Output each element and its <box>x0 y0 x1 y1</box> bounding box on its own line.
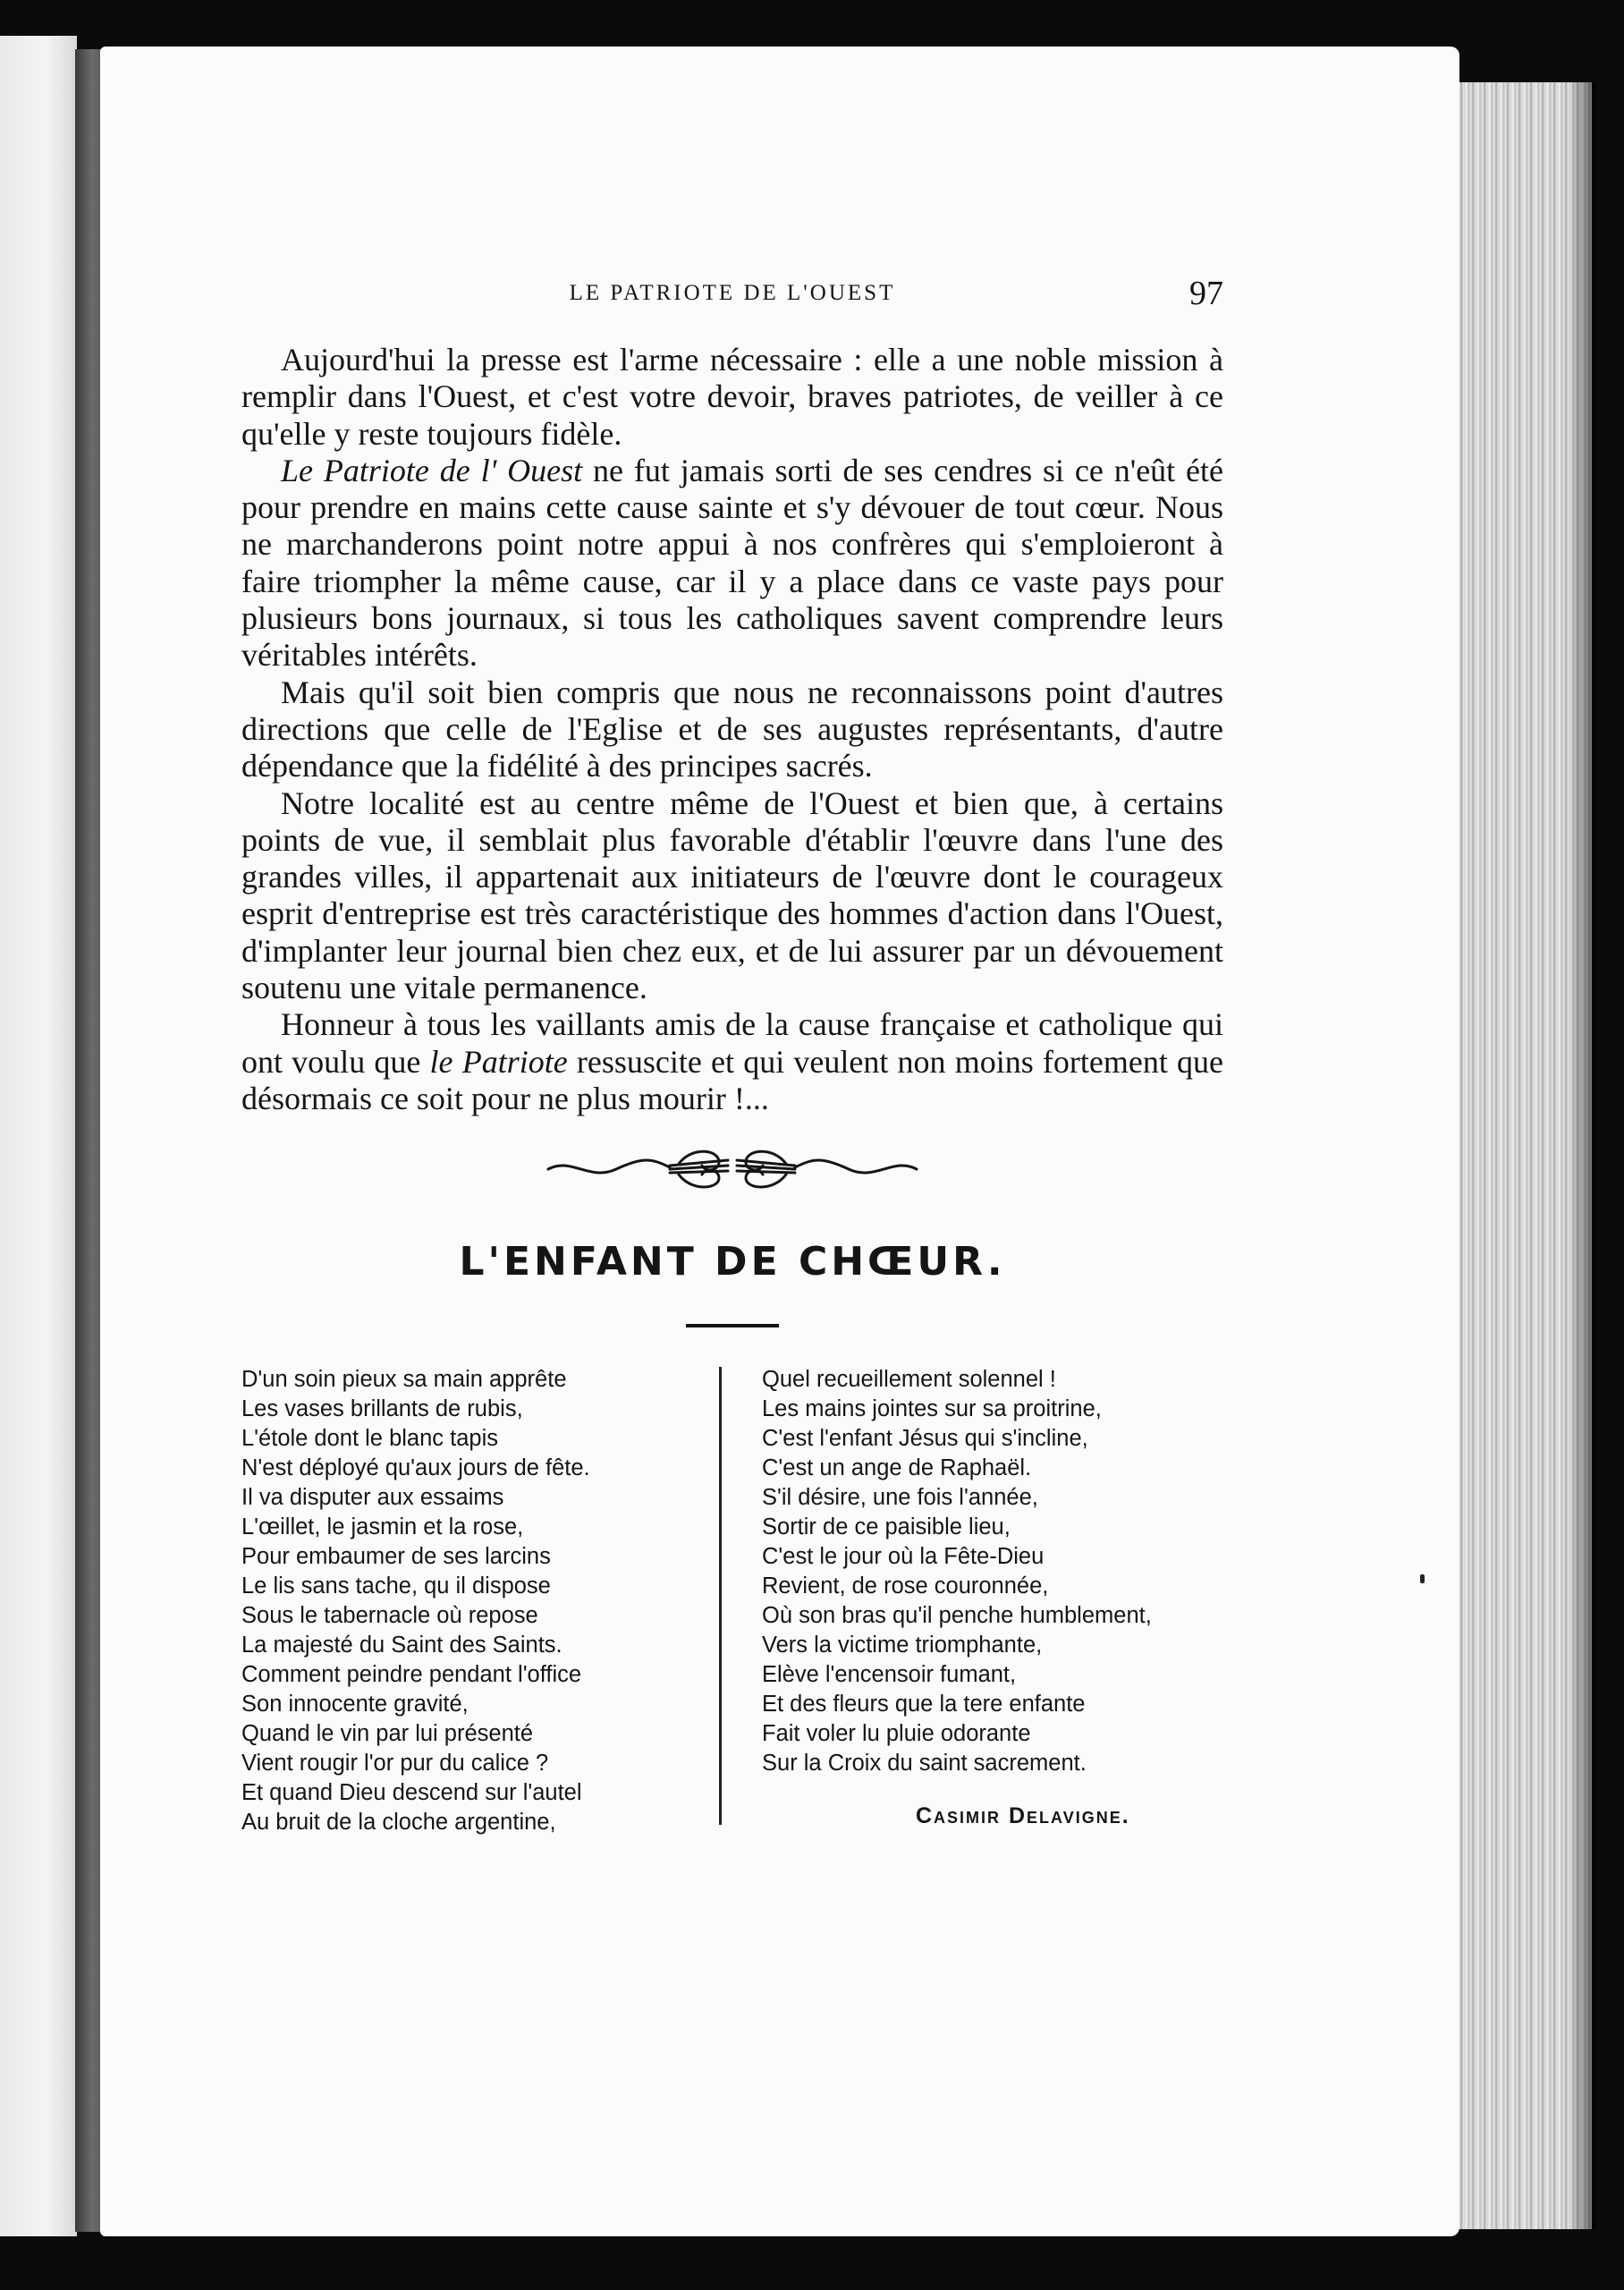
poem-column-right <box>762 1365 1245 1831</box>
article-paragraph <box>241 453 1223 674</box>
poem-line: Il va disputer aux essaims <box>241 1485 504 1511</box>
poem-line: Le lis sans tache, qu il dispose <box>241 1573 551 1599</box>
article-paragraph <box>241 785 1223 1007</box>
column-divider <box>719 1367 722 1825</box>
poem-line: Vers la victime triomphante, <box>762 1633 1043 1658</box>
paragraph-text: Honneur à tous les vaillants amis de la cause française et catholique qui ont voulu que <box>241 1006 1223 1080</box>
paragraph-text: ressuscite et qui veulent non moins fortement que désormais ce soit pour ne plus mourir !... <box>241 1043 1224 1116</box>
article-paragraph <box>241 342 1223 453</box>
poem-line: Pour embaumer de ses larcins <box>241 1544 551 1570</box>
poem-column-left <box>241 1365 706 1837</box>
paragraph-text: Notre localité est au centre même de l'Ouest et bien que, à certains points de vue, il semblait plus favorable d'établir l'œuvre dans l'une des grandes villes, il appartenait aux initiateurs de l'œuvre dont le courageux esprit d'entreprise est très caractéristique des hommes d'action dans l'Ouest, d'implanter leur journal bien chez eux, et de lui assurer par un dévouement soutenu une vitale permanence. <box>241 785 1223 1006</box>
poem-line: Quel recueillement solennel ! <box>762 1367 1056 1393</box>
ink-speck <box>1420 1574 1425 1583</box>
paragraph-text: ne fut jamais sorti de ses cendres si ce n'eût été pour prendre en mains cette cause sainte et s'y dévouer de tout cœur. Nous ne marchanderons point notre appui à nos confrères qui s'emploieront à faire triompher la même cause, car il y a place dans ce vaste pays pour plusieurs bons journaux, si tous les catholiques savent comprendre leurs véritables intérêts. <box>241 452 1224 674</box>
poem-right-lines <box>762 1365 1245 1778</box>
poem-line: La majesté du Saint des Saints. <box>241 1633 562 1658</box>
poem-line: Sur la Croix du saint sacrement. <box>762 1751 1087 1777</box>
poem-line: Et quand Dieu descend sur l'autel <box>241 1780 582 1806</box>
poem-line: Et des fleurs que la tere enfante <box>762 1692 1086 1718</box>
poem-line: Quand le vin par lui présenté <box>241 1721 534 1747</box>
italic-title: le Patriote <box>429 1043 568 1080</box>
poem-line: Sortir de ce paisible lieu, <box>762 1514 1011 1540</box>
poem-line: L'étole dont le blanc tapis <box>241 1426 498 1452</box>
poem-line: Comment peindre pendant l'office <box>241 1662 582 1688</box>
poem-title: L'ENFANT DE CHŒUR. <box>459 1239 1006 1285</box>
poem-line: C'est un ange de Raphaël. <box>762 1455 1032 1481</box>
poem-line: Au bruit de la cloche argentine, <box>241 1810 556 1836</box>
poem-line: Son innocente gravité, <box>241 1692 469 1718</box>
title-rule <box>686 1324 779 1327</box>
poem-line: Sous le tabernacle où repose <box>241 1603 538 1629</box>
poem-line: Revient, de rose couronnée, <box>762 1573 1049 1599</box>
poem-line: Vient rougir l'or pur du calice ? <box>241 1751 549 1777</box>
poem-line: Où son bras qu'il penche humblement, <box>762 1603 1152 1629</box>
page-stack-shadow <box>1569 82 1596 2229</box>
poem-line: Les vases brillants de rubis, <box>241 1396 523 1422</box>
page-number: 97 <box>1189 275 1223 312</box>
poem-line: S'il désire, une fois l'année, <box>762 1485 1038 1511</box>
running-title: LE PATRIOTE DE L'OUEST <box>569 281 896 305</box>
poem-line: L'œillet, le jasmin et la rose, <box>241 1514 524 1540</box>
article-body <box>241 342 1223 1117</box>
italic-title: Le Patriote de l' Ouest <box>281 452 583 488</box>
poem-line: D'un soin pieux sa main apprête <box>241 1367 567 1393</box>
facing-page-edge <box>0 36 77 2236</box>
poem-signature: Casimir Delavigne. <box>916 1803 1130 1829</box>
poem <box>241 1365 1223 1848</box>
scroll-divider-icon <box>545 1137 920 1200</box>
paragraph-text: Mais qu'il soit bien compris que nous ne reconnaissons point d'autres directions que celle de l'Eglise et de ses augustes représentants, d'autre dépendance que la fidélité à des principes sacrés. <box>241 674 1223 785</box>
poem-line: Les mains jointes sur sa proitrine, <box>762 1396 1102 1422</box>
article-paragraph <box>241 1006 1223 1117</box>
poem-line: C'est le jour où la Fête-Dieu <box>762 1544 1045 1570</box>
poem-line: Elève l'encensoir fumant, <box>762 1662 1017 1688</box>
article-paragraph <box>241 674 1223 785</box>
poem-line: N'est déployé qu'aux jours de fête. <box>241 1455 590 1481</box>
running-head <box>241 268 1223 322</box>
poem-line: C'est l'enfant Jésus qui s'incline, <box>762 1426 1088 1452</box>
paragraph-text: Aujourd'hui la presse est l'arme nécessaire : elle a une noble mission à remplir dans l'Ouest, et c'est votre devoir, braves patriotes, de veiller à ce qu'elle y reste toujours fidèle. <box>241 342 1223 452</box>
page-content <box>241 268 1223 1848</box>
poem-line: Fait voler lu pluie odorante <box>762 1721 1031 1747</box>
